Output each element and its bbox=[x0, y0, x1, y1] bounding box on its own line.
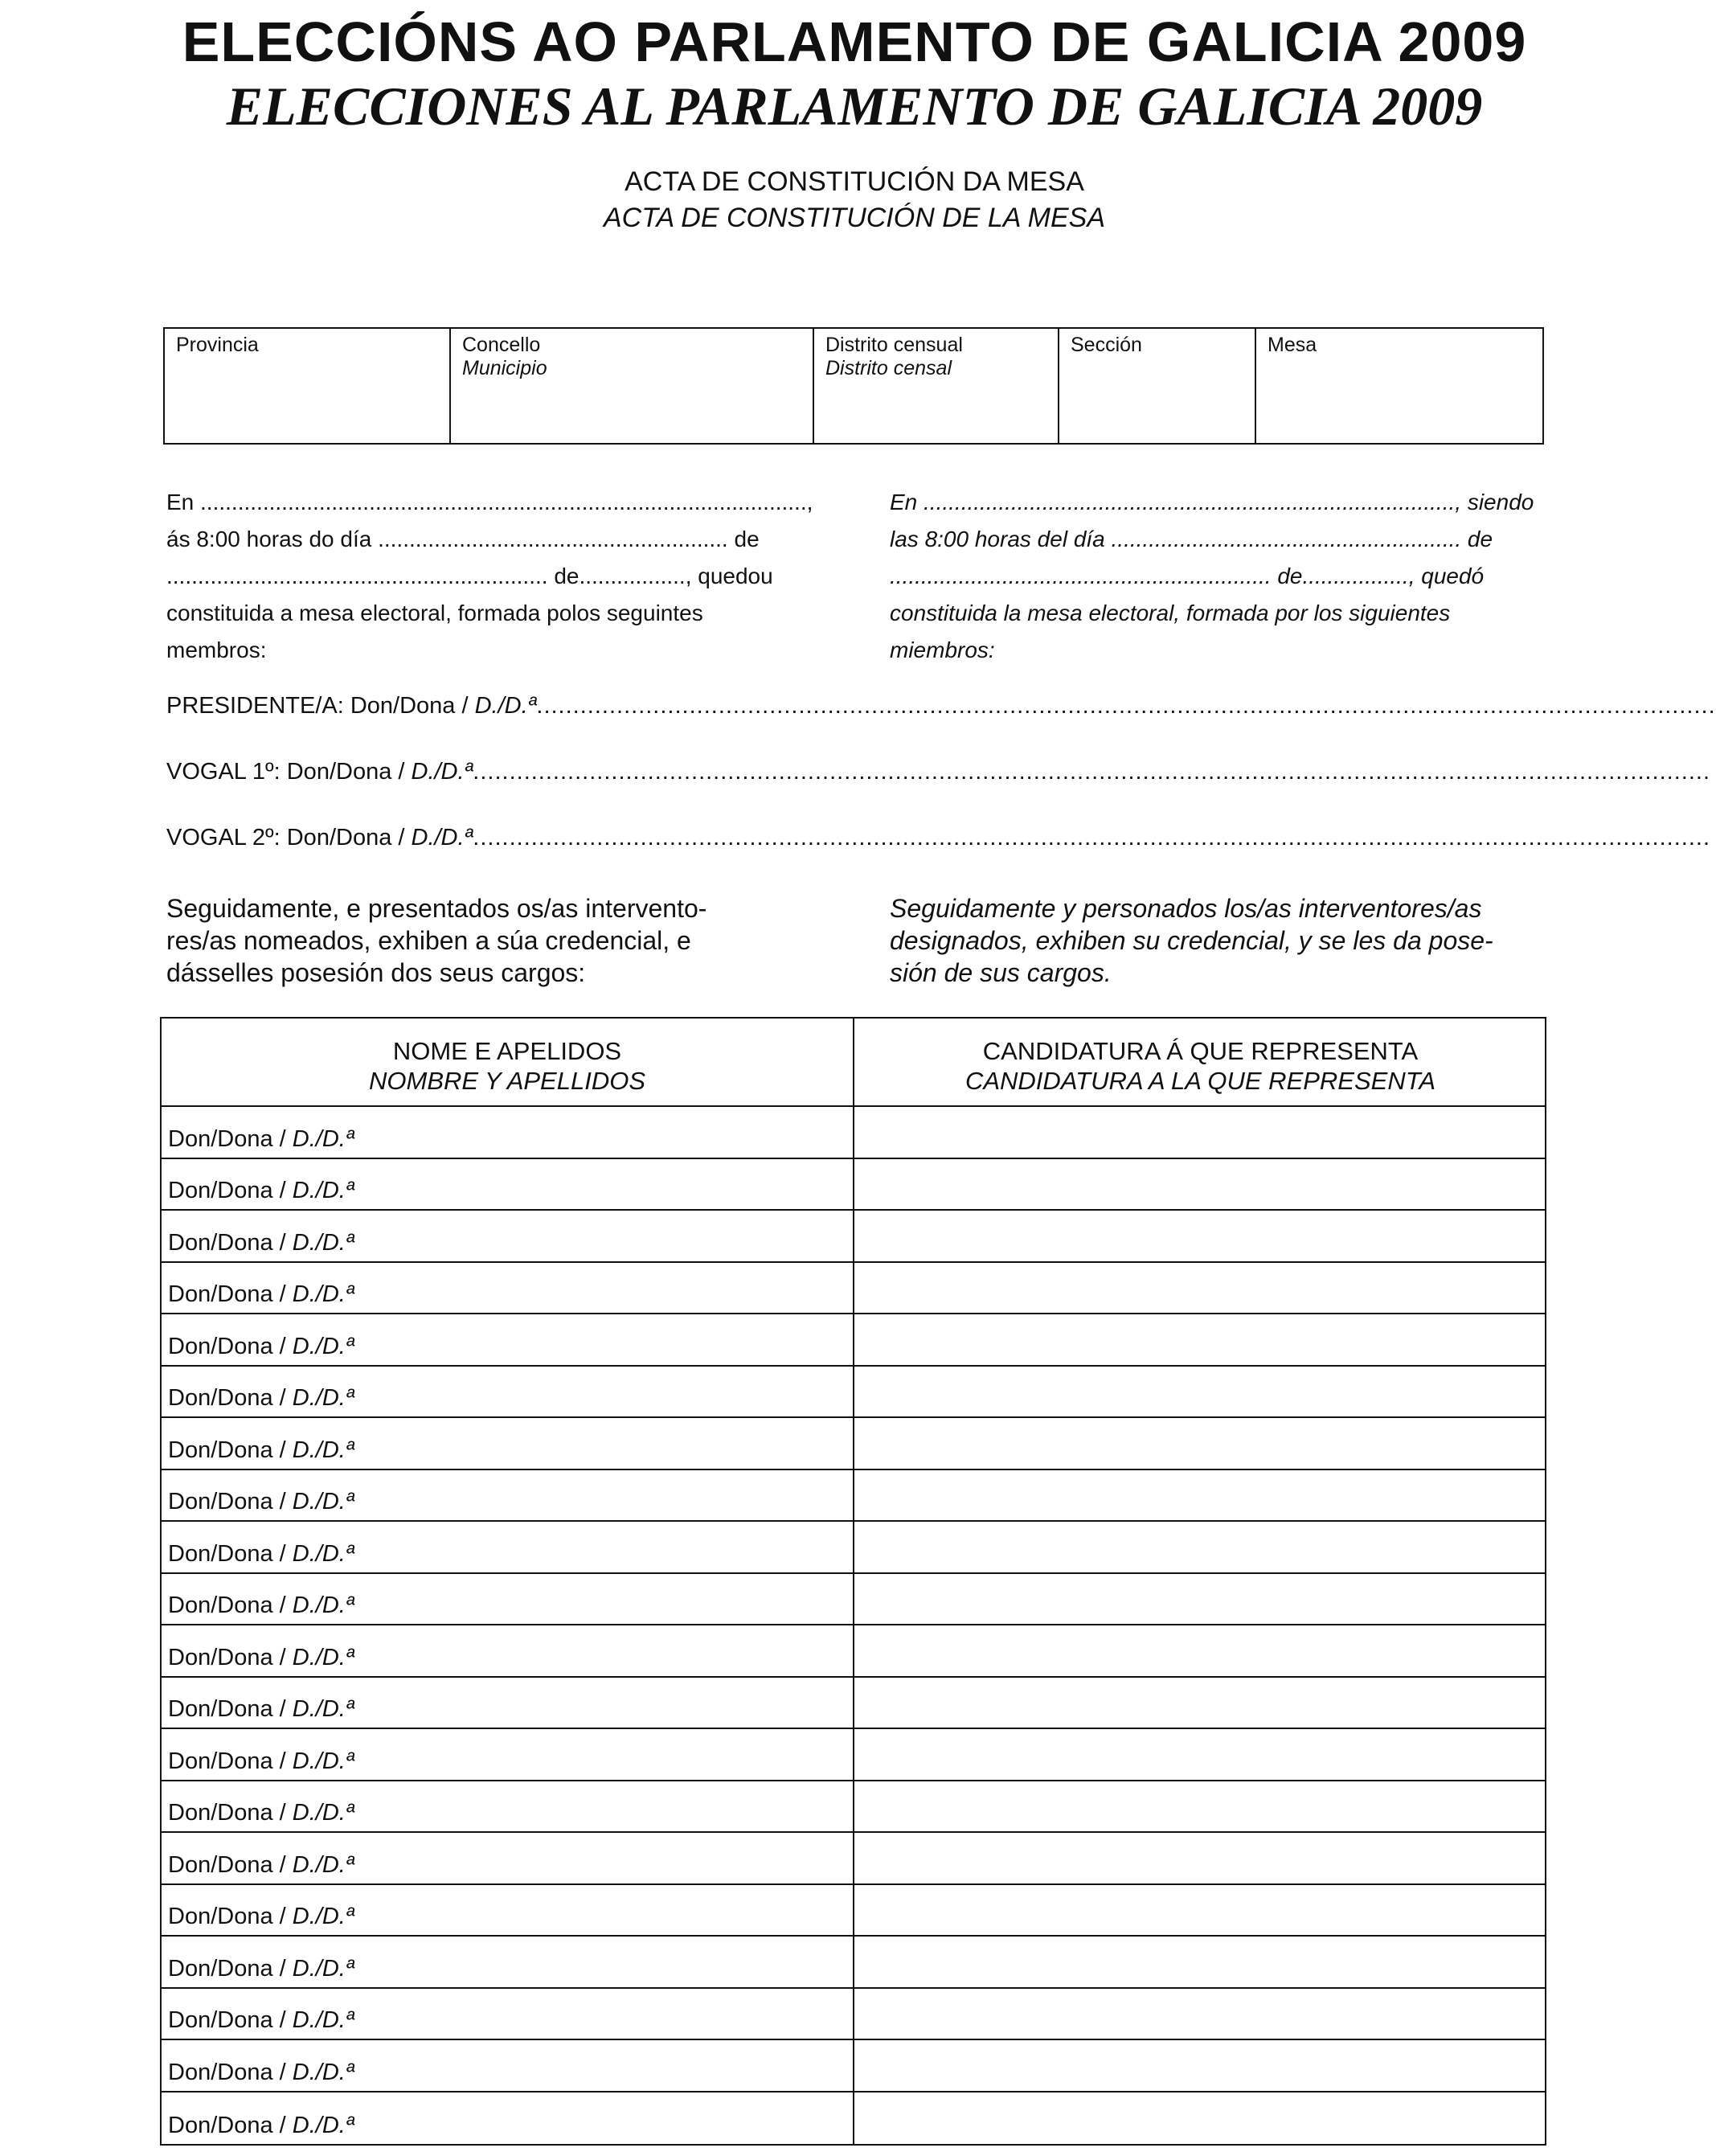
page-title-spanish: ELECCIONES AL PARLAMENTO DE GALICIA 2009 bbox=[226, 76, 1483, 137]
table-row[interactable] bbox=[162, 2040, 1545, 2092]
row-name-prefix: Don/Dona / bbox=[168, 2007, 293, 2033]
table-row[interactable] bbox=[162, 2092, 1545, 2145]
intro-gl-line: constituida a mesa electoral, formada polos seguintes bbox=[166, 600, 703, 625]
table-row[interactable] bbox=[162, 1314, 1545, 1367]
intro-es-line: las 8:00 horas del día ........................................................ de bbox=[890, 527, 1493, 551]
row-name-abbr: D./D.ª bbox=[292, 1748, 354, 1774]
row-name-abbr: D./D.ª bbox=[292, 1178, 354, 1203]
seccion-field[interactable] bbox=[1058, 329, 1255, 443]
table-body bbox=[162, 1107, 1545, 2144]
row-name-abbr: D./D.ª bbox=[292, 1851, 354, 1878]
seccion-label: Sección bbox=[1071, 334, 1142, 356]
intro-gl-line: ás 8:00 horas do día ........................................................ de bbox=[166, 527, 760, 551]
row-name-abbr: D./D.ª bbox=[292, 1437, 354, 1463]
table-row[interactable] bbox=[162, 1263, 1545, 1315]
row-name-abbr: D./D.ª bbox=[292, 1644, 354, 1670]
mesa-label: Mesa bbox=[1268, 334, 1317, 356]
seguidamente-gl-line: dásselles posesión dos seus cargos: bbox=[166, 958, 586, 987]
row-name-abbr: D./D.ª bbox=[292, 1904, 354, 1929]
distrito-field[interactable] bbox=[813, 329, 1058, 443]
seguidamente-es-line: Seguidamente y personados los/as interventores/as bbox=[890, 894, 1482, 923]
row-name-label bbox=[168, 2059, 354, 2086]
row-name-label bbox=[168, 1955, 354, 1982]
row-name-prefix: Don/Dona / bbox=[168, 1540, 293, 1567]
row-name-label bbox=[168, 1488, 354, 1515]
row-name-label bbox=[168, 1592, 354, 1619]
intro-es-line: constituida la mesa electoral, formada por los siguientes bbox=[890, 600, 1451, 625]
document-subtitle-spanish: ACTA DE CONSTITUCIÓN DE LA MESA bbox=[603, 203, 1106, 233]
row-name-prefix: Don/Dona / bbox=[168, 1592, 293, 1618]
row-name-label bbox=[168, 1281, 354, 1308]
provincia-label: Provincia bbox=[176, 334, 259, 356]
row-name-label bbox=[168, 1229, 354, 1256]
seguidamente-gl-line: res/as nomeados, exhiben a súa credencial, e bbox=[166, 926, 691, 955]
intro-es-line: ............................................................. de................., quedó bbox=[890, 564, 1485, 588]
row-name-label bbox=[168, 1384, 354, 1412]
table-row[interactable] bbox=[162, 1885, 1545, 1937]
row-name-label bbox=[168, 1851, 354, 1879]
row-name-abbr: D./D.ª bbox=[292, 1955, 354, 1982]
row-name-prefix: Don/Dona / bbox=[168, 1437, 293, 1463]
intro-es-line: En ....................................................................................., siendo bbox=[890, 490, 1534, 514]
row-name-abbr: D./D.ª bbox=[292, 1385, 354, 1411]
column-header-name-gl: NOME E APELIDOS bbox=[392, 1037, 622, 1065]
row-name-label bbox=[168, 2112, 354, 2139]
interventores-table bbox=[160, 1017, 1546, 2146]
mesa-field[interactable] bbox=[1255, 329, 1542, 443]
vogal-1-dots: .......................................................................................................................................................................... bbox=[473, 759, 1711, 785]
row-name-abbr: D./D.ª bbox=[292, 2113, 354, 2138]
row-name-abbr: D./D.ª bbox=[292, 1489, 354, 1515]
page-title-galician: ELECCIÓNS AO PARLAMENTO DE GALICIA 2009 bbox=[182, 10, 1527, 73]
presidente-abbr: D./D.ª bbox=[474, 693, 537, 719]
vogal-1-abbr: D./D.ª bbox=[411, 759, 473, 785]
row-name-prefix: Don/Dona / bbox=[168, 1229, 293, 1256]
table-row[interactable] bbox=[162, 1729, 1545, 1781]
row-name-label bbox=[168, 1644, 354, 1671]
column-header-candidatura bbox=[854, 1036, 1546, 1096]
table-row[interactable] bbox=[162, 1781, 1545, 1834]
row-name-prefix: Don/Dona / bbox=[168, 1800, 293, 1826]
row-name-prefix: Don/Dona / bbox=[168, 1178, 293, 1203]
row-name-prefix: Don/Dona / bbox=[168, 1281, 293, 1307]
intro-gl-line: En ................................................................................................., bbox=[166, 490, 813, 514]
vogal-1-label: VOGAL 1º: Don/Dona / bbox=[166, 759, 412, 785]
presidente-label: PRESIDENTE/A: Don/Dona / bbox=[166, 693, 475, 719]
document-subtitle-galician: ACTA DE CONSTITUCIÓN DA MESA bbox=[625, 166, 1084, 197]
row-name-abbr: D./D.ª bbox=[292, 2059, 354, 2085]
table-row[interactable] bbox=[162, 1678, 1545, 1730]
row-name-abbr: D./D.ª bbox=[292, 2007, 354, 2033]
seguidamente-paragraph-spanish bbox=[890, 892, 1545, 989]
row-name-label bbox=[168, 1437, 354, 1464]
row-name-abbr: D./D.ª bbox=[292, 1592, 354, 1618]
row-name-prefix: Don/Dona / bbox=[168, 1125, 293, 1152]
row-name-prefix: Don/Dona / bbox=[168, 1385, 293, 1411]
row-name-abbr: D./D.ª bbox=[292, 1540, 354, 1567]
presidente-line[interactable] bbox=[166, 690, 1716, 722]
intro-gl-line: ............................................................. de................., quedou bbox=[166, 564, 773, 588]
column-header-candidatura-es: CANDIDATURA A LA QUE REPRESENTA bbox=[964, 1067, 1436, 1095]
vogal-2-abbr: D./D.ª bbox=[411, 825, 473, 851]
concello-label: Concello bbox=[462, 334, 541, 356]
row-name-prefix: Don/Dona / bbox=[168, 1696, 293, 1722]
vogal-2-line[interactable] bbox=[166, 822, 1711, 854]
row-name-prefix: Don/Dona / bbox=[168, 1748, 293, 1774]
row-name-prefix: Don/Dona / bbox=[168, 1904, 293, 1929]
row-name-prefix: Don/Dona / bbox=[168, 1644, 293, 1670]
table-row[interactable] bbox=[162, 1989, 1545, 2041]
column-header-candidatura-gl: CANDIDATURA Á QUE REPRESENTA bbox=[982, 1037, 1419, 1065]
row-name-label bbox=[168, 1177, 354, 1204]
intro-paragraph-spanish bbox=[890, 484, 1539, 669]
table-row[interactable] bbox=[162, 1522, 1545, 1574]
row-name-label bbox=[168, 1125, 354, 1153]
distrito-es-label: Distrito censal bbox=[825, 357, 952, 379]
municipio-label: Municipio bbox=[462, 357, 547, 379]
intro-paragraph-galician bbox=[166, 484, 816, 669]
row-name-label bbox=[168, 2006, 354, 2034]
row-name-abbr: D./D.ª bbox=[292, 1333, 354, 1359]
row-name-label bbox=[168, 1903, 354, 1930]
row-name-prefix: Don/Dona / bbox=[168, 2113, 293, 2138]
row-name-abbr: D./D.ª bbox=[292, 1696, 354, 1722]
table-row[interactable] bbox=[162, 1937, 1545, 1989]
table-row[interactable] bbox=[162, 1211, 1545, 1263]
seguidamente-gl-line: Seguidamente, e presentados os/as intervento- bbox=[166, 894, 707, 923]
intro-gl-line: membros: bbox=[166, 637, 267, 662]
table-row[interactable] bbox=[162, 1833, 1545, 1885]
distrito-gl-label: Distrito censual bbox=[825, 334, 963, 356]
row-name-label bbox=[168, 1799, 354, 1826]
row-name-prefix: Don/Dona / bbox=[168, 1489, 293, 1515]
row-name-abbr: D./D.ª bbox=[292, 1229, 354, 1256]
column-header-name bbox=[162, 1036, 853, 1096]
vogal-2-dots: .......................................................................................................................................................................... bbox=[473, 825, 1711, 851]
row-name-label bbox=[168, 1540, 354, 1568]
row-name-label bbox=[168, 1333, 354, 1360]
row-name-prefix: Don/Dona / bbox=[168, 2059, 293, 2085]
table-row[interactable] bbox=[162, 1625, 1545, 1678]
row-name-prefix: Don/Dona / bbox=[168, 1851, 293, 1878]
table-row[interactable] bbox=[162, 1107, 1545, 1159]
row-name-abbr: D./D.ª bbox=[292, 1281, 354, 1307]
row-name-label bbox=[168, 1695, 354, 1723]
intro-es-line: miembros: bbox=[890, 637, 995, 662]
row-name-label bbox=[168, 1748, 354, 1775]
row-name-prefix: Don/Dona / bbox=[168, 1333, 293, 1359]
seguidamente-es-line: sión de sus cargos. bbox=[890, 958, 1112, 987]
row-name-prefix: Don/Dona / bbox=[168, 1955, 293, 1982]
presidente-dots: .................................................................................................................................................................. bbox=[536, 693, 1716, 719]
seguidamente-es-line: designados, exhiben su credencial, y se les da pose- bbox=[890, 926, 1493, 955]
table-row[interactable] bbox=[162, 1367, 1545, 1419]
column-header-name-es: NOMBRE Y APELLIDOS bbox=[369, 1067, 645, 1095]
concello-field[interactable] bbox=[449, 329, 813, 443]
table-row[interactable] bbox=[162, 1418, 1545, 1470]
table-row[interactable] bbox=[162, 1470, 1545, 1523]
seguidamente-paragraph-galician bbox=[166, 892, 809, 989]
row-name-abbr: D./D.ª bbox=[292, 1125, 354, 1152]
row-name-abbr: D./D.ª bbox=[292, 1800, 354, 1826]
vogal-1-line[interactable] bbox=[166, 756, 1711, 788]
location-box bbox=[163, 327, 1544, 445]
vogal-2-label: VOGAL 2º: Don/Dona / bbox=[166, 825, 412, 851]
table-row[interactable] bbox=[162, 1574, 1545, 1626]
provincia-field[interactable] bbox=[165, 329, 449, 443]
table-row[interactable] bbox=[162, 1159, 1545, 1211]
